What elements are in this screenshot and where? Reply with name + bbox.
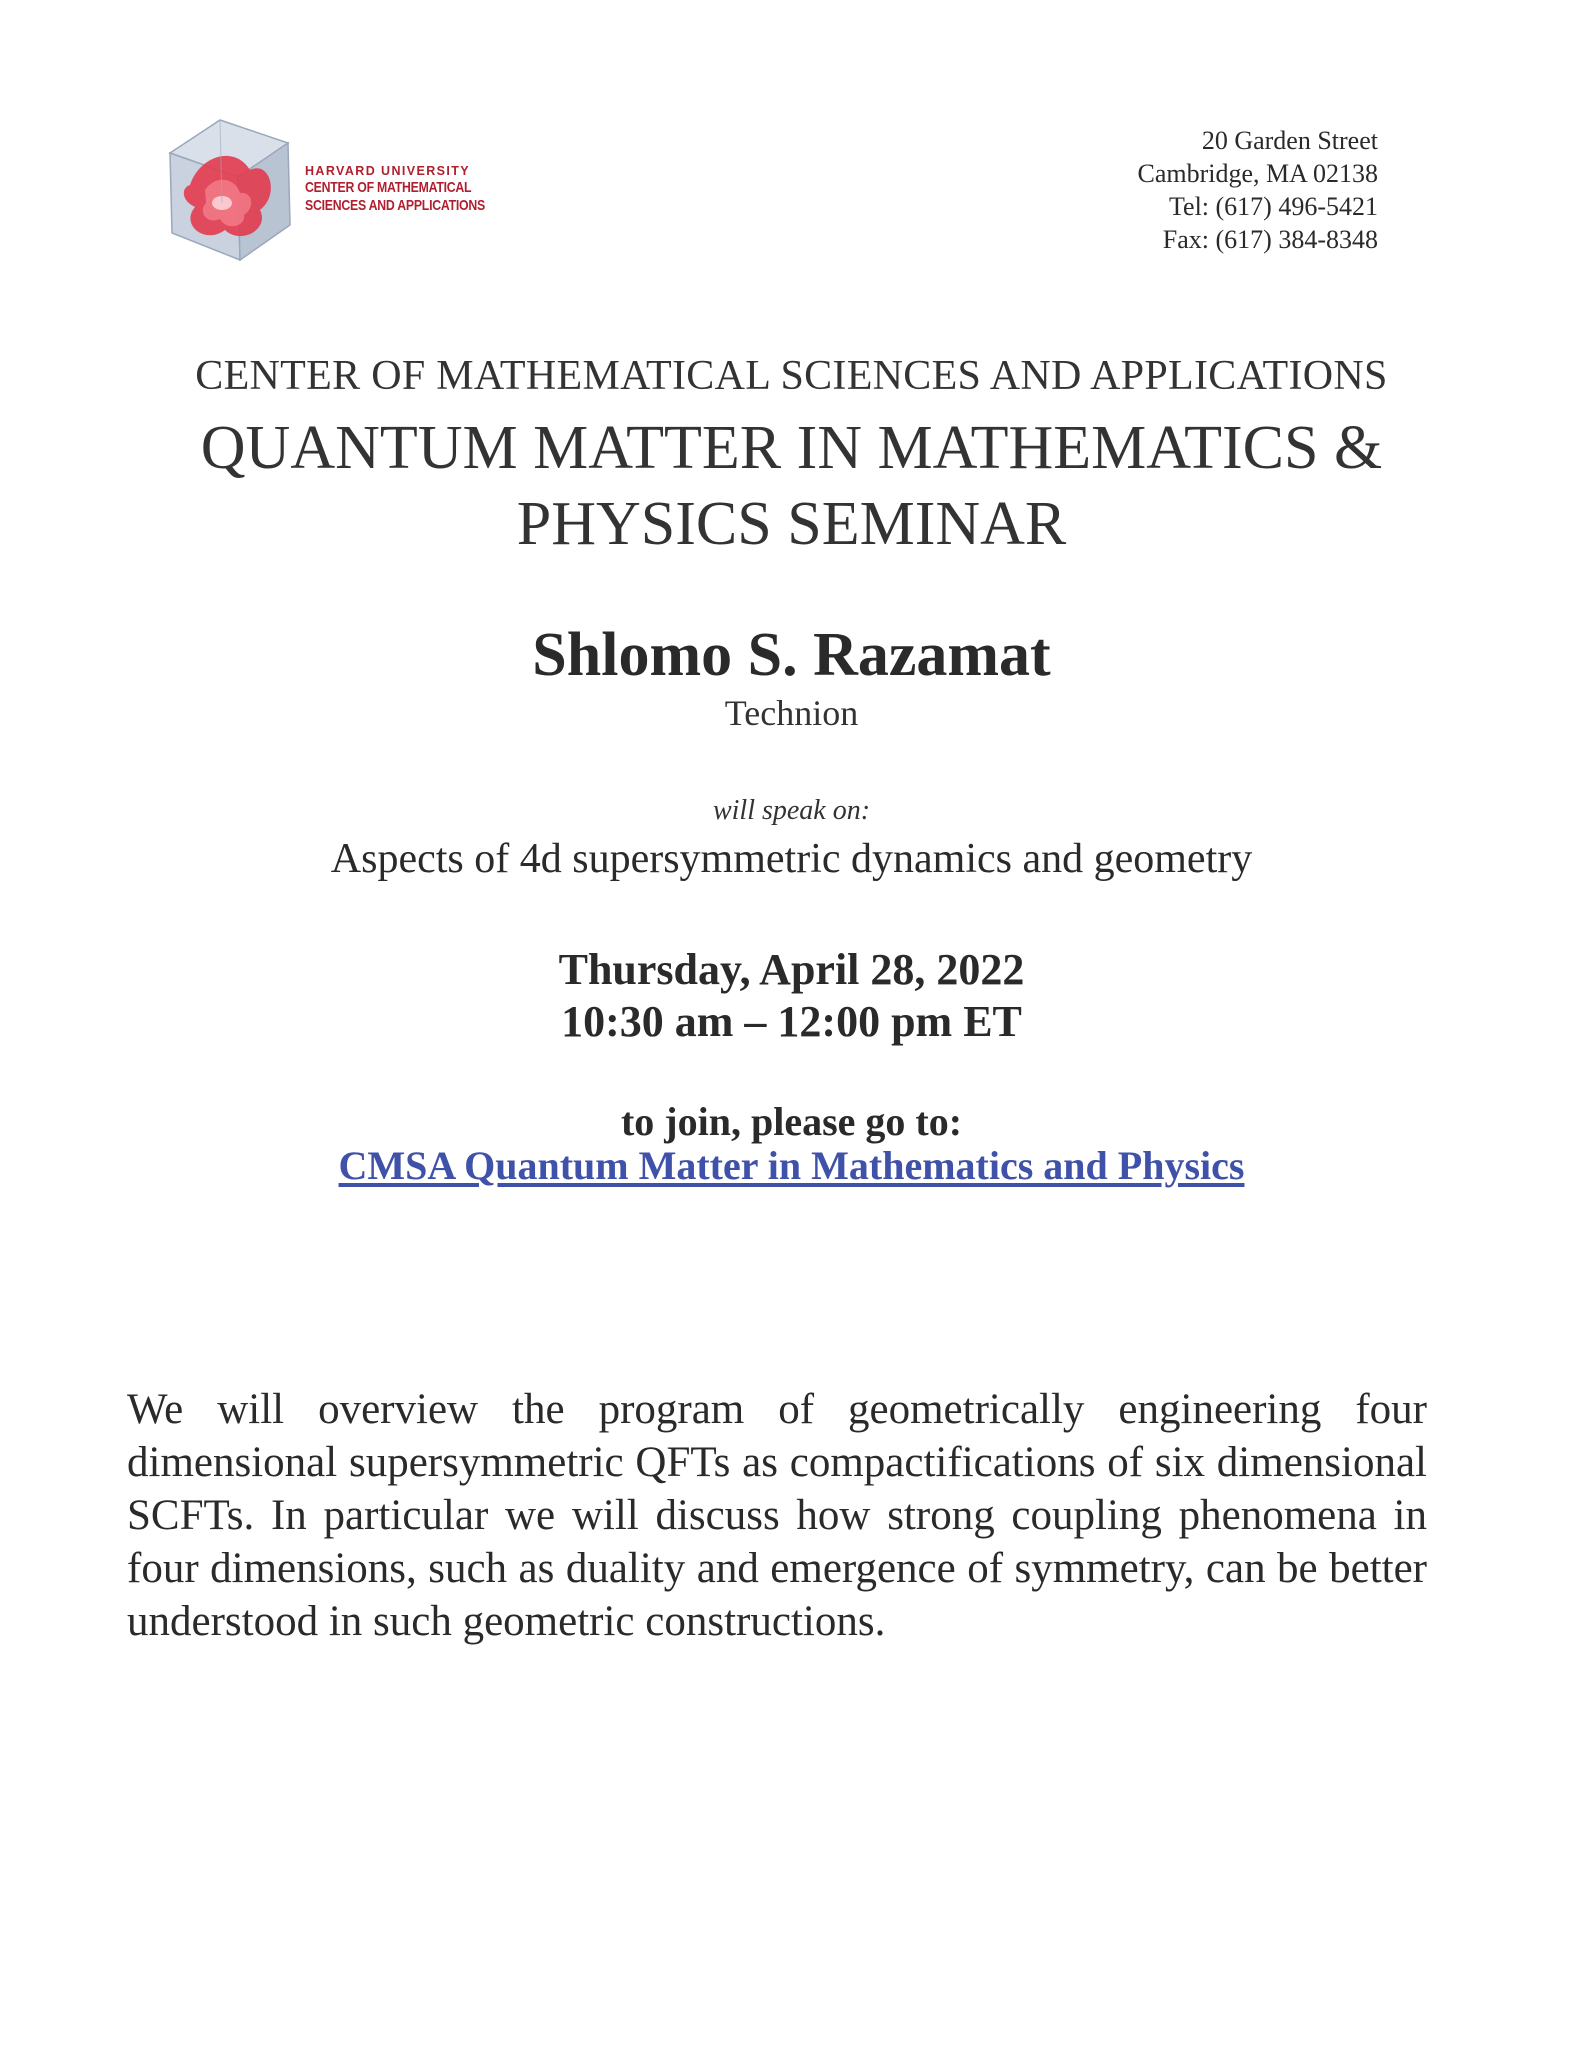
event-time: 10:30 am – 12:00 pm ET: [561, 997, 1022, 1046]
address-tel: Tel: (617) 496-5421: [1168, 192, 1378, 221]
logo-line-university: HARVARD UNIVERSITY: [305, 164, 471, 178]
address-fax: Fax: (617) 384-8348: [1162, 225, 1378, 254]
address-block: [1138, 124, 1379, 256]
logo-line-sciences: SCIENCES AND APPLICATIONS: [305, 197, 485, 214]
join-link[interactable]: CMSA Quantum Matter in Mathematics and Physics: [338, 1143, 1245, 1188]
abstract-text: We will overview the program of geometrically engineering four dimensional supersymmetric QFTs as compactifications of six dimensional SCFTs. In particular we will discuss how strong coupling phenomena in four dimensions, such as duality and emergence of symmetry, can be better understood in such geometric constructions.: [127, 1386, 1427, 1645]
speaker-name: Shlomo S. Razamat: [532, 621, 1051, 689]
address-city: Cambridge, MA 02138: [1137, 159, 1378, 188]
speaker-affiliation: Technion: [724, 693, 859, 733]
join-label: to join, please go to:: [620, 1099, 963, 1144]
address-street: 20 Garden Street: [1201, 126, 1378, 155]
talk-title: Aspects of 4d supersymmetric dynamics and geometry: [330, 836, 1253, 882]
seminar-title-line1: QUANTUM MATTER IN MATHEMATICS &: [200, 414, 1383, 482]
logo-line-center: CENTER OF MATHEMATICAL: [305, 179, 472, 196]
event-date: Thursday, April 28, 2022: [558, 945, 1025, 994]
will-speak-label: will speak on:: [712, 795, 871, 826]
seminar-title: [0, 410, 1583, 562]
organization-heading: CENTER OF MATHEMATICAL SCIENCES AND APPLICATIONS: [195, 353, 1388, 399]
cmsa-logo: [160, 115, 500, 265]
seminar-title-line2: PHYSICS SEMINAR: [516, 490, 1067, 558]
cube-logo-icon: [160, 115, 300, 265]
